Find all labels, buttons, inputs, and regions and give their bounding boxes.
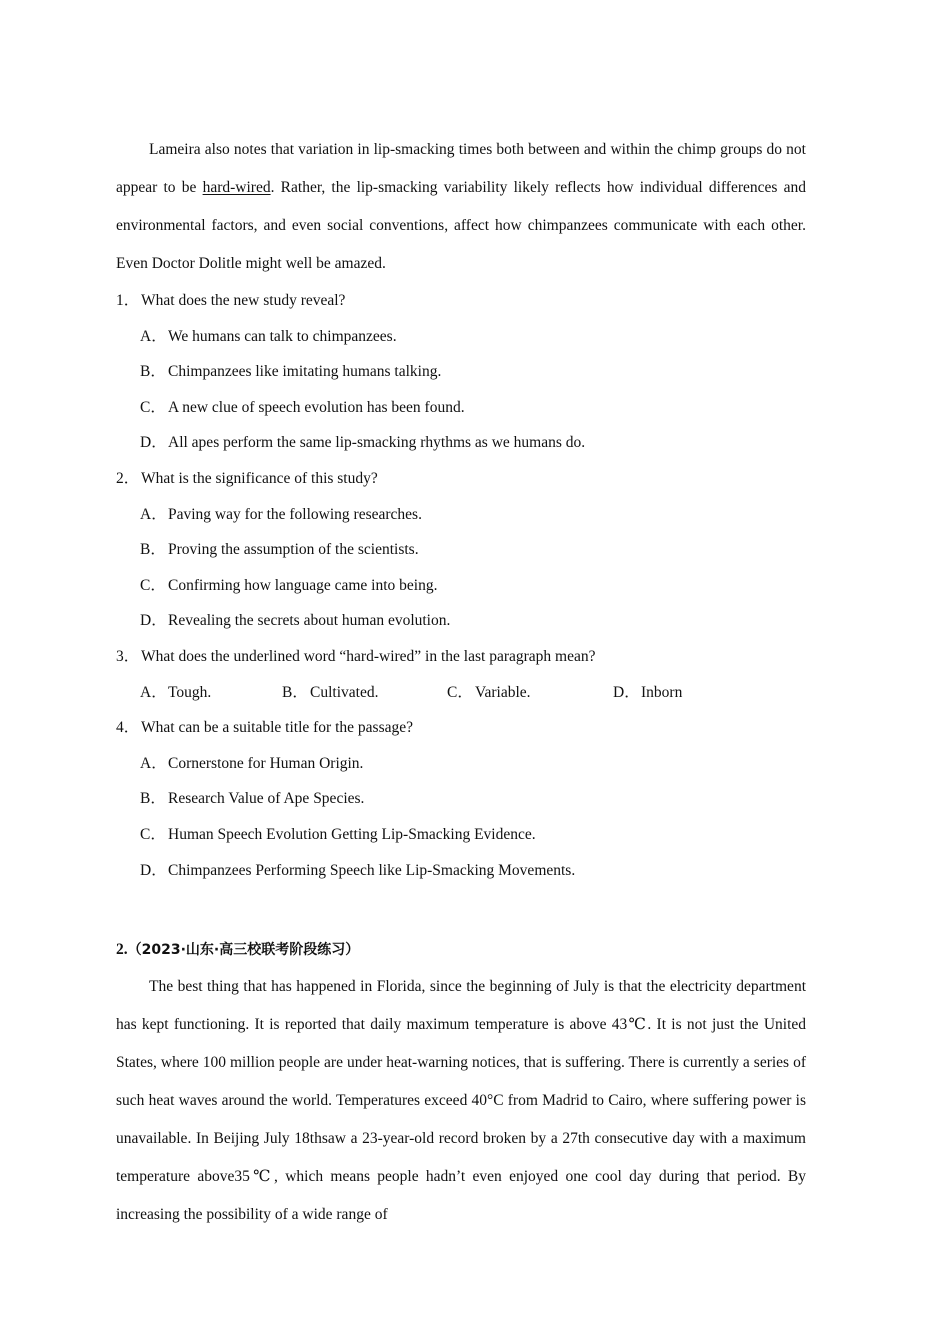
option-text: Chimpanzees like imitating humans talking. bbox=[168, 363, 442, 381]
question-number: 3． bbox=[116, 647, 140, 665]
question-number: 1． bbox=[116, 292, 140, 309]
option-2b bbox=[116, 532, 806, 568]
option-2d bbox=[116, 603, 806, 639]
option-text: Tough. bbox=[168, 683, 212, 701]
option-text: Confirming how language came into being. bbox=[168, 576, 438, 594]
option-letter: C． bbox=[140, 825, 166, 843]
option-text: Variable. bbox=[475, 683, 531, 701]
option-text: Paving way for the following researches. bbox=[168, 505, 422, 523]
option-3a bbox=[140, 675, 211, 711]
intro-text-before: Lameira also notes that variation in lip-smacking times both between and within the chimp groups do not appear to be bbox=[116, 141, 806, 196]
option-letter: D． bbox=[140, 434, 167, 452]
option-letter: B． bbox=[140, 363, 166, 381]
section-source: （2023·山东·高三校联考阶段练习） bbox=[127, 942, 360, 959]
option-4c bbox=[116, 817, 806, 853]
section-2-heading bbox=[116, 932, 806, 968]
section-number: 2. bbox=[116, 941, 128, 959]
option-letter: D． bbox=[140, 861, 167, 879]
document-page bbox=[116, 131, 806, 1234]
option-2a bbox=[116, 497, 806, 533]
option-letter: A． bbox=[140, 683, 167, 701]
option-letter: D． bbox=[140, 612, 167, 630]
question-2 bbox=[116, 461, 806, 497]
underlined-word: hard-wired bbox=[202, 179, 271, 196]
question-1 bbox=[116, 283, 806, 319]
option-4b bbox=[116, 781, 806, 817]
option-text: All apes perform the same lip-smacking rhythms as we humans do. bbox=[168, 434, 586, 452]
option-row-3 bbox=[116, 675, 806, 711]
question-text: What is the significance of this study? bbox=[141, 469, 378, 487]
question-4 bbox=[116, 710, 806, 746]
question-text: What can be a suitable title for the passage? bbox=[141, 719, 413, 737]
option-3b bbox=[282, 675, 378, 711]
question-number: 4． bbox=[116, 719, 140, 737]
section-2-paragraph: The best thing that has happened in Florida, since the beginning of July is that the electricity department has kept functioning. It is reported that daily maximum temperature is above 43℃. It is not just the United States, where 100 million people are under heat-warning notices, that is suffering. There is currently a series of such heat waves around the world. Temperatures exceed 40°C from Madrid to Cairo, where suffering power is unavailable. In Beijing July 18thsaw a 23-year-old record broken by a 27th consecutive day with a maximum temperature above35℃, which means people hadn’t even enjoyed one cool day during that period. By increasing the possibility of a wide range of bbox=[116, 978, 806, 1224]
option-4d bbox=[116, 853, 806, 889]
option-letter: D． bbox=[613, 683, 640, 701]
option-1d bbox=[116, 425, 806, 461]
option-text: Cultivated. bbox=[310, 683, 379, 701]
option-letter: A． bbox=[140, 754, 167, 772]
option-letter: B． bbox=[140, 541, 166, 559]
option-text: Revealing the secrets about human evolution. bbox=[168, 612, 451, 630]
option-letter: C． bbox=[140, 398, 166, 416]
question-text: What does the new study reveal? bbox=[141, 292, 346, 309]
option-letter: A． bbox=[140, 327, 167, 345]
question-number: 2． bbox=[116, 469, 140, 487]
question-3 bbox=[116, 639, 806, 675]
option-letter: C． bbox=[447, 683, 473, 701]
option-letter: A． bbox=[140, 505, 167, 523]
option-text: Chimpanzees Performing Speech like Lip-Smacking Movements. bbox=[168, 861, 576, 879]
intro-paragraph bbox=[116, 131, 806, 283]
option-3c bbox=[447, 675, 531, 711]
option-1c bbox=[116, 390, 806, 426]
option-letter: B． bbox=[282, 683, 308, 701]
option-1b bbox=[116, 354, 806, 390]
option-letter: C． bbox=[140, 576, 166, 594]
option-text: Research Value of Ape Species. bbox=[168, 790, 365, 808]
option-3d bbox=[613, 675, 682, 711]
option-letter: B． bbox=[140, 790, 166, 808]
option-4a bbox=[116, 746, 806, 782]
option-text: Human Speech Evolution Getting Lip-Smacking Evidence. bbox=[168, 825, 536, 843]
question-text: What does the underlined word “hard-wired” in the last paragraph mean? bbox=[141, 647, 596, 665]
option-text: We humans can talk to chimpanzees. bbox=[168, 327, 397, 345]
option-text: Inborn bbox=[641, 683, 683, 701]
option-text: Proving the assumption of the scientists. bbox=[168, 541, 419, 559]
intro-text-after: . Rather, the lip-smacking variability likely reflects how individual differences and environmental factors, and even social conventions, affect how chimpanzees communicate with each other. Even Doctor Dolitle might well be amazed. bbox=[116, 179, 806, 272]
option-text: Cornerstone for Human Origin. bbox=[168, 754, 364, 772]
option-1a bbox=[116, 319, 806, 355]
option-text: A new clue of speech evolution has been found. bbox=[168, 398, 465, 416]
option-2c bbox=[116, 568, 806, 604]
